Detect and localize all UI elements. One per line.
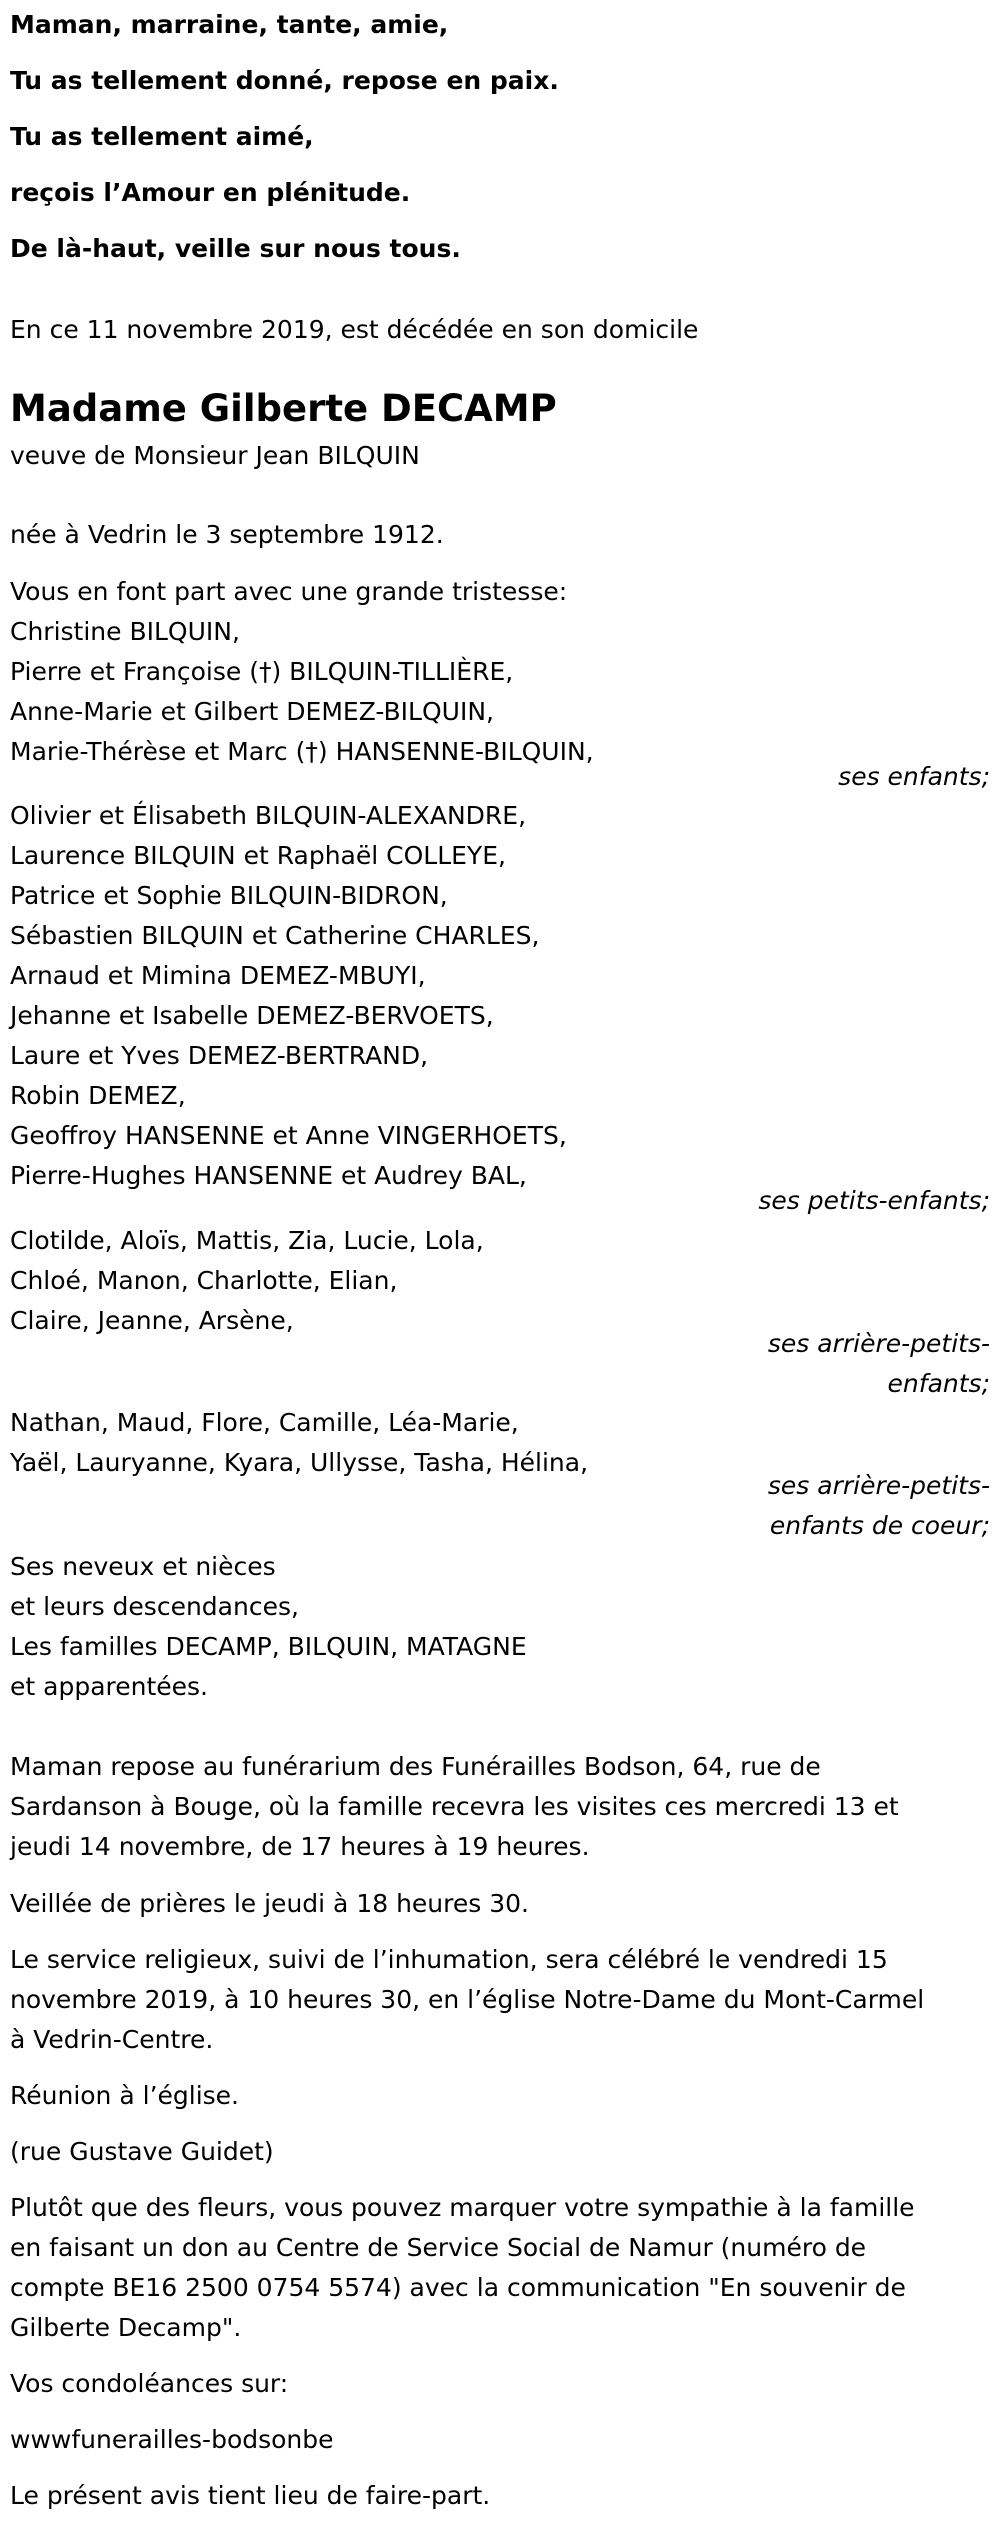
deceased-name: Madame Gilberte DECAMP bbox=[10, 387, 557, 430]
funerarium-line: Maman repose au funérarium des Funérailles Bodson, 64, rue de bbox=[10, 1752, 821, 1781]
closing-note: Le présent avis tient lieu de faire-part. bbox=[10, 2481, 491, 2510]
great-grandchildren-role: enfants; bbox=[887, 1369, 990, 1398]
vigil-info: Veillée de prières le jeudi à 18 heures 30. bbox=[10, 1889, 529, 1918]
extended-family-line: et apparentées. bbox=[10, 1672, 208, 1701]
heart-great-grandchildren-role: enfants de coeur; bbox=[769, 1511, 990, 1540]
grandchild-entry: Arnaud et Mimina DEMEZ-MBUYI, bbox=[10, 961, 426, 990]
grandchild-entry: Laurence BILQUIN et Raphaël COLLEYE, bbox=[10, 841, 506, 870]
funerarium-line: Sardanson à Bouge, où la famille recevra les visites ces mercredi 13 et bbox=[10, 1792, 899, 1821]
street-info: (rue Gustave Guidet) bbox=[10, 2137, 274, 2166]
poem-line: Tu as tellement donné, repose en paix. bbox=[10, 66, 559, 95]
grandchild-entry: Robin DEMEZ, bbox=[10, 1081, 186, 1110]
children-role: ses enfants; bbox=[838, 762, 990, 791]
great-grandchildren-role: ses arrière-petits- bbox=[767, 1329, 990, 1358]
grandchild-entry: Patrice et Sophie BILQUIN-BIDRON, bbox=[10, 881, 448, 910]
funerarium-line: jeudi 14 novembre, de 17 heures à 19 heures. bbox=[10, 1832, 590, 1861]
poem-line: Maman, marraine, tante, amie, bbox=[10, 10, 449, 39]
announcement-line: Vous en font part avec une grande tristesse: bbox=[10, 577, 568, 606]
grandchild-entry: Geoffroy HANSENNE et Anne VINGERHOETS, bbox=[10, 1121, 567, 1150]
grandchild-entry: Sébastien BILQUIN et Catherine CHARLES, bbox=[10, 921, 540, 950]
grandchild-entry: Pierre-Hughes HANSENNE et Audrey BAL, bbox=[10, 1161, 527, 1190]
condolences-label: Vos condoléances sur: bbox=[10, 2369, 289, 2398]
donation-line: Plutôt que des fleurs, vous pouvez marquer votre sympathie à la famille bbox=[10, 2193, 915, 2222]
grandchildren-role: ses petits-enfants; bbox=[758, 1186, 990, 1215]
condolences-website-link[interactable]: wwwfunerailles-bodsonbe bbox=[10, 2425, 334, 2454]
donation-line: Gilberte Decamp". bbox=[10, 2313, 242, 2342]
extended-family-line: Ses neveux et nièces bbox=[10, 1552, 276, 1581]
great-grandchild-entry: Chloé, Manon, Charlotte, Elian, bbox=[10, 1266, 398, 1295]
child-entry: Pierre et Françoise (†) BILQUIN-TILLIÈRE, bbox=[10, 657, 514, 686]
grandchild-entry: Laure et Yves DEMEZ-BERTRAND, bbox=[10, 1041, 429, 1070]
extended-family-line: Les familles DECAMP, BILQUIN, MATAGNE bbox=[10, 1632, 527, 1661]
poem-line: De là-haut, veille sur nous tous. bbox=[10, 234, 461, 263]
heart-great-grandchild-entry: Yaël, Lauryanne, Kyara, Ullysse, Tasha, Hélina, bbox=[10, 1448, 589, 1477]
birth-info: née à Vedrin le 3 septembre 1912. bbox=[10, 520, 444, 549]
service-line: à Vedrin-Centre. bbox=[10, 2025, 214, 2054]
grandchild-entry: Jehanne et Isabelle DEMEZ-BERVOETS, bbox=[10, 1001, 494, 1030]
service-line: Le service religieux, suivi de l’inhumation, sera célébré le vendredi 15 bbox=[10, 1945, 888, 1974]
child-entry: Anne-Marie et Gilbert DEMEZ-BILQUIN, bbox=[10, 697, 494, 726]
death-announcement: En ce 11 novembre 2019, est décédée en son domicile bbox=[10, 315, 699, 344]
poem-line: reçois l’Amour en plénitude. bbox=[10, 178, 411, 207]
heart-great-grandchild-entry: Nathan, Maud, Flore, Camille, Léa-Marie, bbox=[10, 1408, 519, 1437]
donation-line: compte BE16 2500 0754 5574) avec la communication "En souvenir de bbox=[10, 2273, 906, 2302]
meeting-info: Réunion à l’église. bbox=[10, 2081, 240, 2110]
service-line: novembre 2019, à 10 heures 30, en l’église Notre-Dame du Mont-Carmel bbox=[10, 1985, 925, 2014]
extended-family-line: et leurs descendances, bbox=[10, 1592, 299, 1621]
grandchild-entry: Olivier et Élisabeth BILQUIN-ALEXANDRE, bbox=[10, 801, 527, 830]
great-grandchild-entry: Clotilde, Aloïs, Mattis, Zia, Lucie, Lola, bbox=[10, 1226, 484, 1255]
child-entry: Marie-Thérèse et Marc (†) HANSENNE-BILQUIN, bbox=[10, 737, 594, 766]
child-entry: Christine BILQUIN, bbox=[10, 617, 240, 646]
heart-great-grandchildren-role: ses arrière-petits- bbox=[767, 1471, 990, 1500]
donation-line: en faisant un don au Centre de Service Social de Namur (numéro de bbox=[10, 2233, 867, 2262]
widow-of: veuve de Monsieur Jean BILQUIN bbox=[10, 441, 420, 470]
poem-line: Tu as tellement aimé, bbox=[10, 122, 314, 151]
great-grandchild-entry: Claire, Jeanne, Arsène, bbox=[10, 1306, 294, 1335]
